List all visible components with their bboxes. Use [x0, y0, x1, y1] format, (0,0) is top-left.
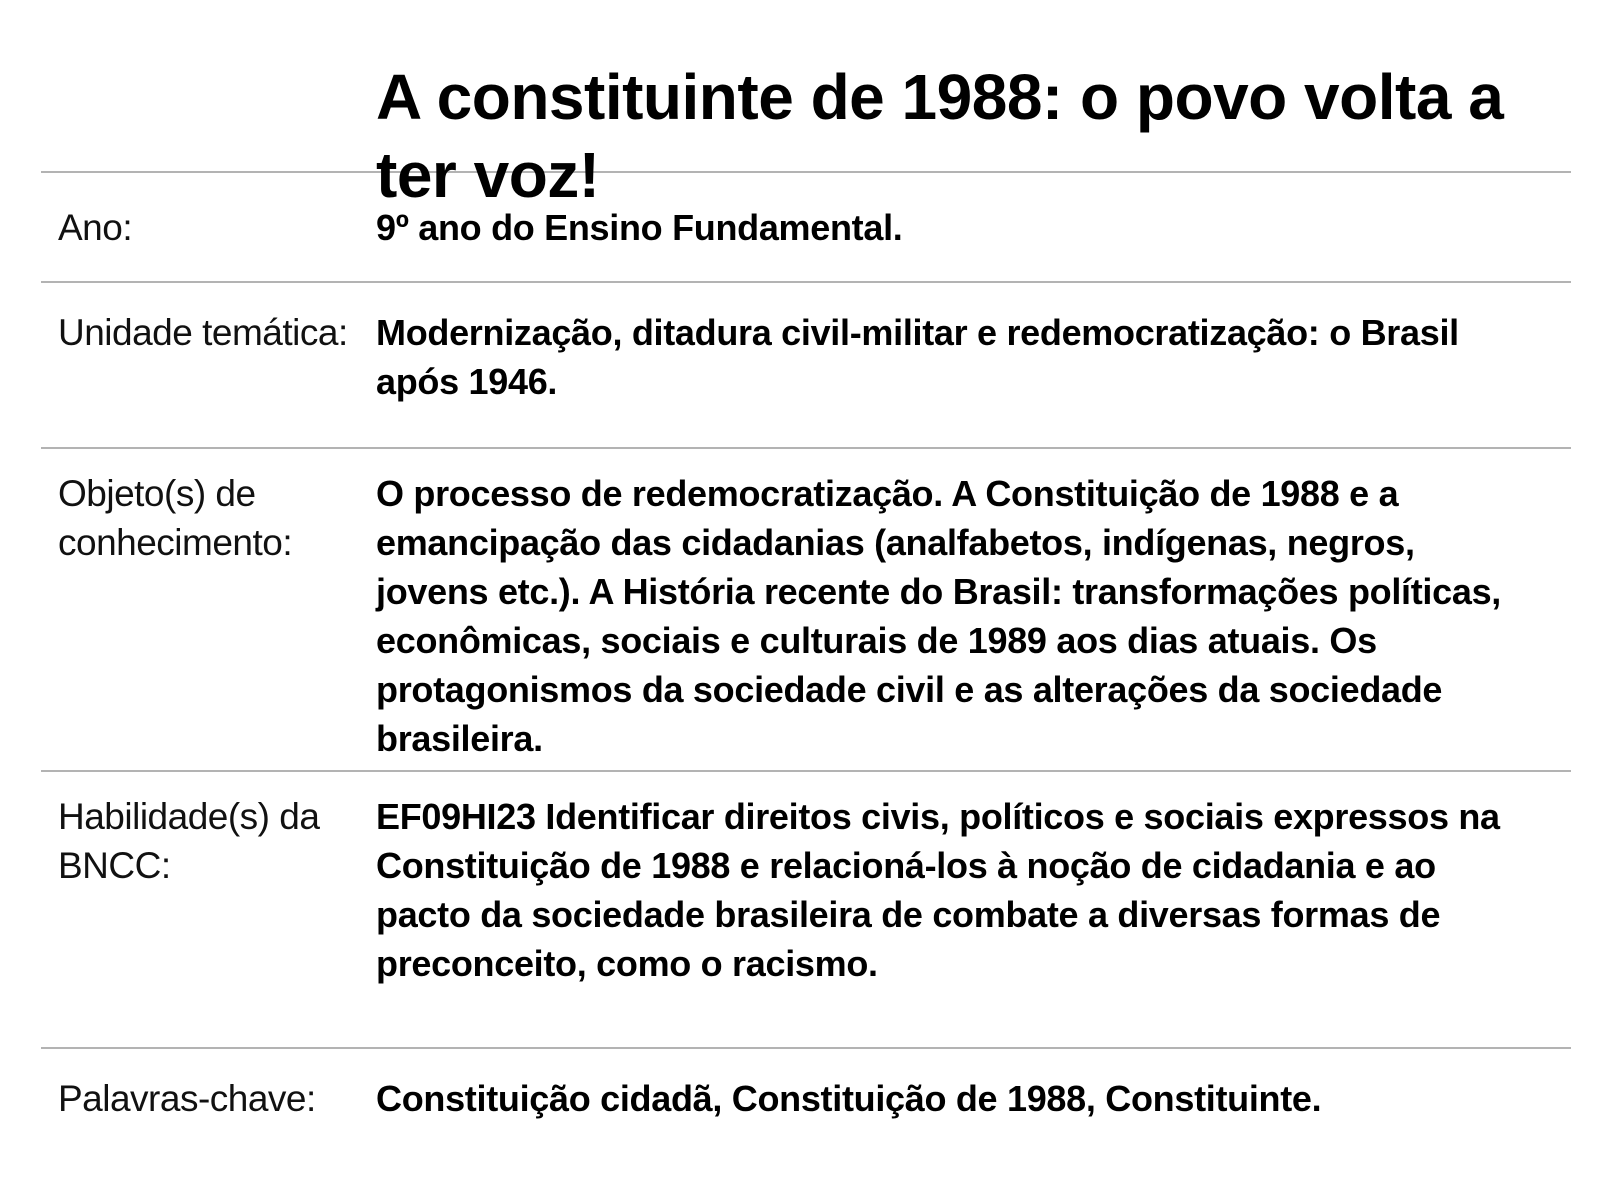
row-value-unidade-tematica: Modernização, ditadura civil-militar e redemocratização: o Brasil após 1946.	[376, 312, 1459, 402]
row-objetos-de-conhecimento	[41, 449, 1571, 772]
row-value-ano: 9º ano do Ensino Fundamental.	[376, 207, 903, 248]
row-value-habilidades-bncc: EF09HI23 Identificar direitos civis, políticos e sociais expressos na Constituição de 1988 e relacioná-los à noção de cidadania e ao pacto da sociedade brasileira de combate a diversas formas de preconceito, como o racismo.	[376, 796, 1500, 984]
row-palavras-chave	[41, 1049, 1571, 1169]
row-label-ano: Ano:	[58, 207, 133, 248]
row-label-unidade-tematica: Unidade temática:	[58, 312, 348, 353]
title-block	[41, 0, 1571, 211]
row-value-objetos-de-conhecimento: O processo de redemocratização. A Constituição de 1988 e a emancipação das cidadanias (analfabetos, indígenas, negros, jovens etc.). A História recente do Brasil: transformações políticas, econômicas, sociais e culturais de 1989 aos dias atuais. Os protagonismos da sociedade civil e as alterações da sociedade brasileira.	[376, 473, 1501, 759]
row-label-palavras-chave: Palavras-chave:	[58, 1078, 316, 1119]
row-ano	[41, 173, 1571, 283]
row-value-palavras-chave: Constituição cidadã, Constituição de 1988, Constituinte.	[376, 1078, 1322, 1119]
lesson-plan-document	[41, 0, 1571, 1169]
row-habilidades-bncc	[41, 772, 1571, 1049]
page-title: A constituinte de 1988: o povo volta a ter voz!	[376, 61, 1504, 211]
row-label-habilidades-bncc: Habilidade(s) da BNCC:	[58, 796, 320, 886]
row-unidade-tematica	[41, 283, 1571, 449]
row-label-objetos-de-conhecimento: Objeto(s) de conhecimento:	[58, 473, 293, 563]
